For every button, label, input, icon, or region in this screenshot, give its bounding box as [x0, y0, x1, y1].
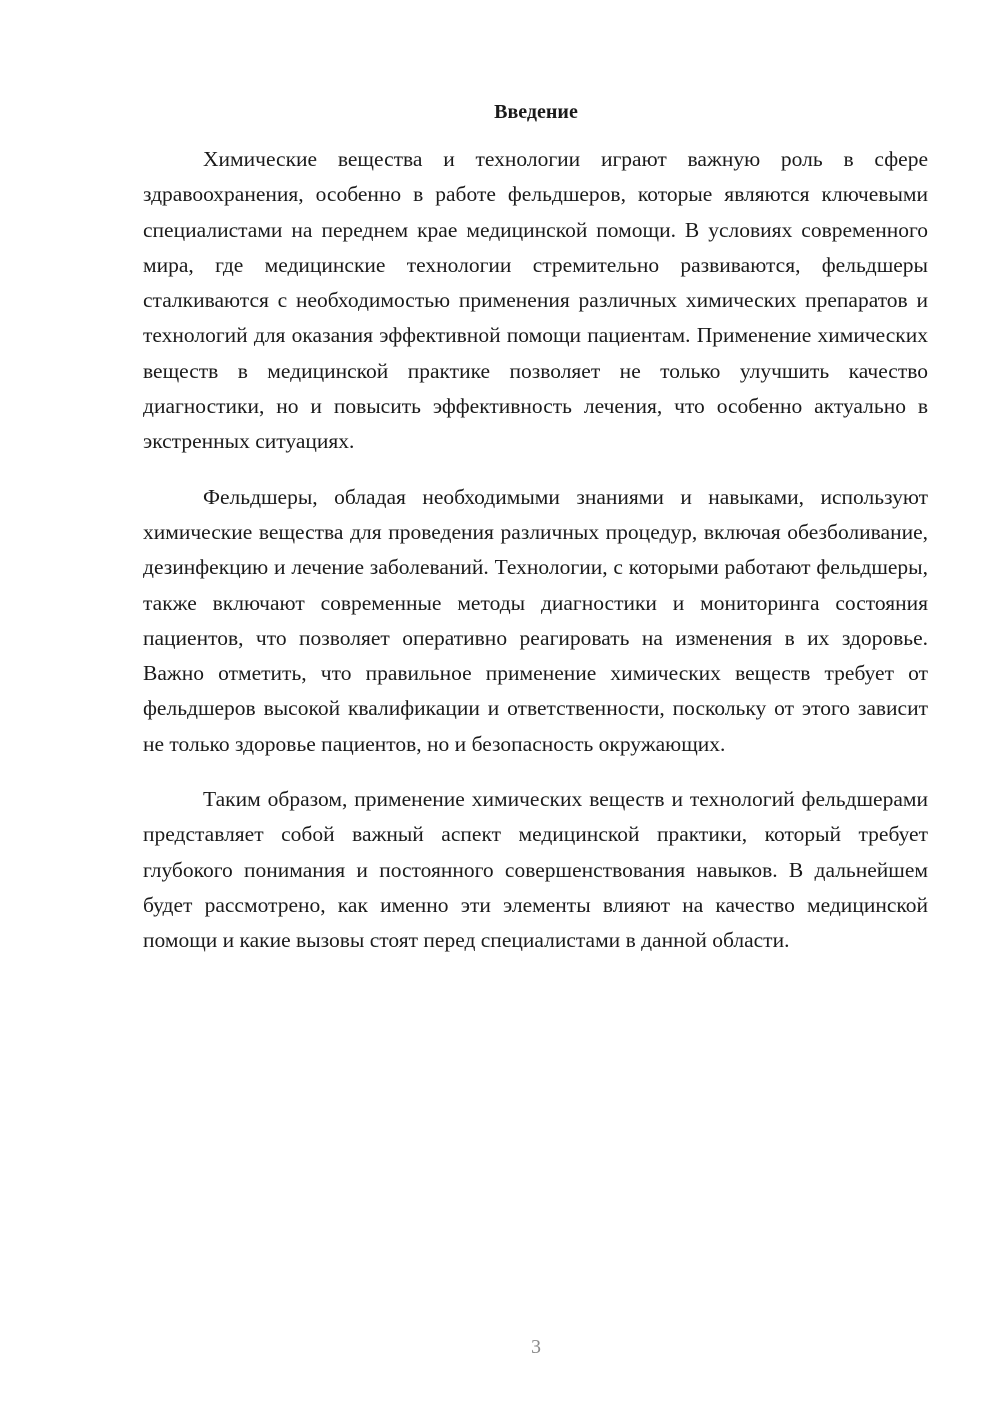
body-text [143, 142, 928, 979]
page-number: 3 [531, 1336, 541, 1358]
paragraph-2: Фельдшеры, обладая необходимыми знаниями и навыками, используют химические вещества для проведения различных процедур, включая обезболивание, дезинфекцию и лечение заболеваний. Технологии, с которыми работают фельдшеры, также включают современные методы диагностики и мониторинга состояния пациентов, что позволяет оперативно реагировать на изменения в их здоровье. Важно отметить, что правильное применение химических веществ требует от фельдшеров высокой квалификации и ответственности, поскольку от этого зависит не только здоровье пациентов, но и безопасность окружающих. [143, 484, 928, 756]
paragraph-1: Химические вещества и технологии играют важную роль в сфере здравоохранения, особенно в работе фельдшеров, которые являются ключевыми специалистами на переднем крае медицинской помощи. В условиях современного мира, где медицинские технологии стремительно развиваются, фельдшеры сталкиваются с необходимостью применения различных химических препаратов и технологий для оказания эффективной помощи пациентам. Применение химических веществ в медицинской практике позволяет не только улучшить качество диагностики, но и повысить эффективность лечения, что особенно актуально в экстренных ситуациях. [143, 147, 928, 454]
paragraph-3: Таким образом, применение химических веществ и технологий фельдшерами представляет собой важный аспект медицинской практики, который требует глубокого понимания и постоянного совершенствования навыков. В дальнейшем будет рассмотрено, как именно эти элементы влияют на качество медицинской помощи и какие вызовы стоят перед специалистами в данной области. [143, 787, 928, 953]
page-title: Введение [494, 101, 578, 123]
